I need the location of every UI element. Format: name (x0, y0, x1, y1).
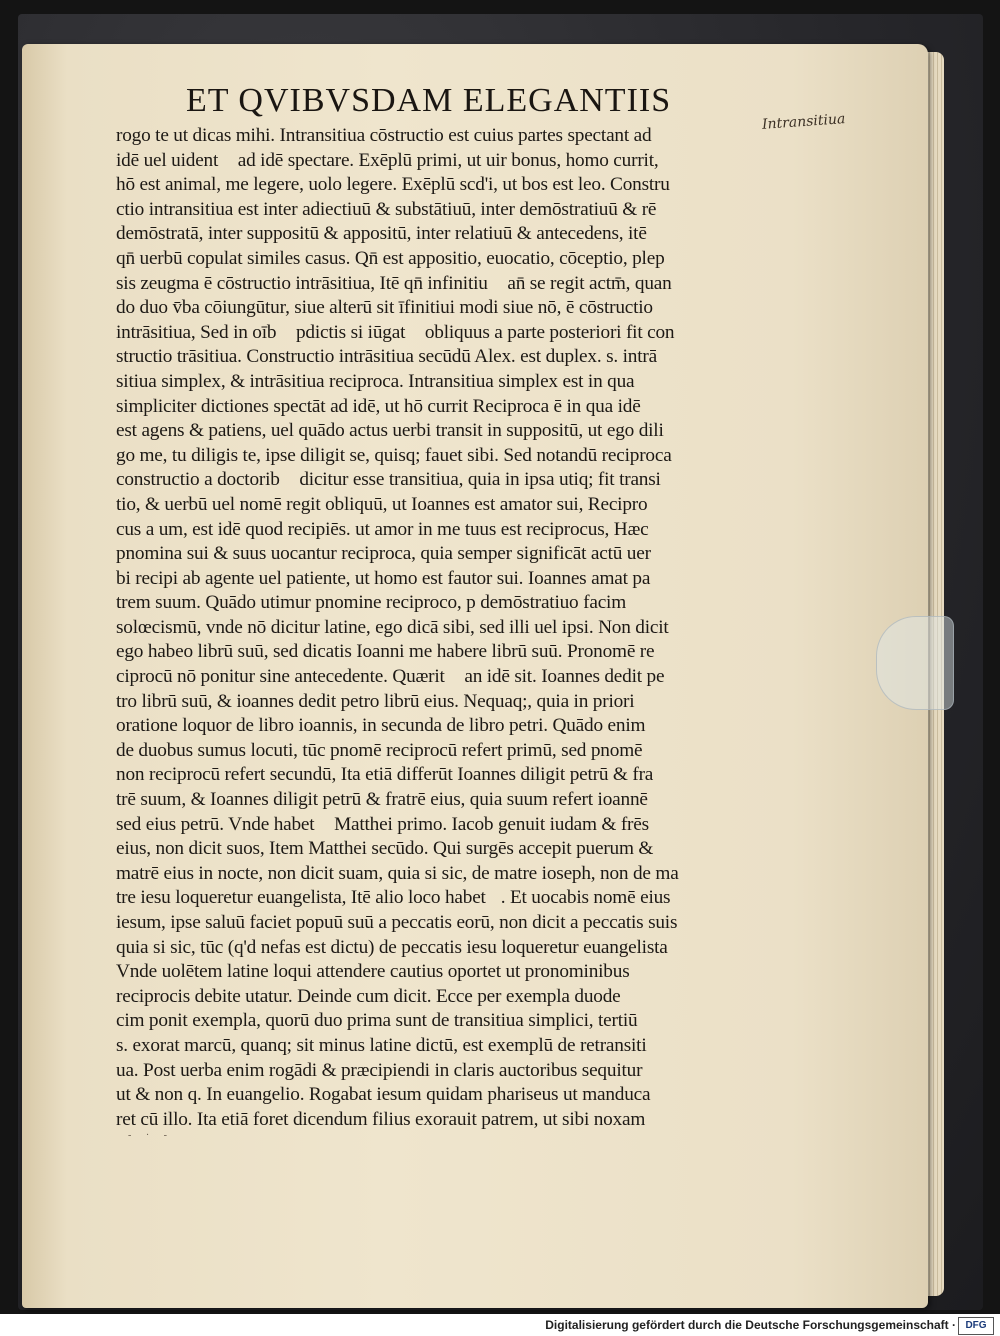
text-line: sitiua simplex, & intrāsitiua reciproca. Intransitiua simplex est in qua (116, 370, 635, 392)
text-line: de duobus sumus locuti, tūc pnomē reciprocū refert primū, sed pnomē (116, 739, 643, 761)
text-line: hō est animal, me legere, uolo legere. Exēplū scd'i, ut bos est leo. Constru (116, 174, 670, 196)
text-line: reciprocis debite utatur. Deinde cum dicit. Ecce per exempla duode (116, 985, 621, 1007)
text-line: ua. Post uerba enim rogādi & præcipiendi in claris auctoribus sequitur (116, 1059, 643, 1081)
text-line: ego habeo librū suū, sed dicatis Ioanni me habere librū suū. Pronomē re (116, 641, 655, 663)
text-line: do duo v̄ba cōiungūtur, siue alterū sit īfinitiui modi siue nō, ē cōstructio (116, 297, 653, 319)
text-line: est agens & patiens, uel quādo actus uerbi transit in suppositū, ut ego dili (116, 420, 664, 442)
text-line: tre iesu loqueretur euangelista, Itē alio loco habetᷣ. Et uocabis nomē eius (116, 887, 671, 909)
text-line: s. exorat marcū, quanq; sit minus latine dictū, est exemplū de retransiti (116, 1034, 647, 1056)
text-line: non reciprocū refert secundū, Ita etiā differūt Ioannes diligit petrū & fra (116, 764, 654, 786)
marginal-note: Intransitiua (761, 111, 846, 133)
text-line: eius, non dicit suos, Item Matthei secūdo. Qui surgēs accepit puerum & (116, 838, 654, 860)
text-line: cim ponit exempla, quorū duo prima sunt de transitiua simplici, tertiū (116, 1010, 638, 1032)
text-line: ctio intransitiua est inter adiectiuū & substātiuū, inter demōstratiuū & rē (116, 198, 657, 220)
text-line: intrāsitiua, Sed in oībᷓ pdictis si iūgatᷣ obliquus a parte posteriori fit con (116, 321, 675, 343)
text-line: rogo te ut dicas mihi. Intransitiua cōstructio est cuius partes spectant ad (116, 125, 652, 146)
text-line: Vnde uolētem latine loqui attendere cautius oportet ut pronominibus (116, 961, 630, 983)
text-line: bi recipi ab agente uel patiente, ut homo est fautor sui. Ioannes amat pa (116, 567, 651, 589)
text-line: trem suum. Quādo utimur pnomine reciproco, p demōstratiuo facimᷓ (116, 592, 642, 614)
running-header: ET QVIBVSDAM ELEGANTIIS (186, 82, 672, 119)
text-line: matrē eius in nocte, non dicit suam, quia si sic, de matre ioseph, non de ma (116, 862, 679, 884)
text-line: iesum, ipse saluū faciet popuū suū a peccatis eorū, non dicit a peccatis suis (116, 912, 678, 933)
page-marks: - · - (128, 1130, 173, 1141)
text-line: go me, tu diligis te, ipse diligit se, quisq; fauet sibi. Sed notandū reciproca (116, 444, 672, 466)
text-line: pnomina sui & suus uocantur reciproca, quia semper significāt actū uer (116, 543, 651, 565)
text-line: tio, & uerbū uel nomē regit obliquū, ut Ioannes est amator sui, Recipro (116, 493, 648, 515)
body-text (116, 124, 776, 1132)
footer-bar (0, 1314, 1000, 1336)
text-line: ret cū illo. Ita etiā foret dicendum filius exorauit patrem, ut sibi noxam (116, 1108, 646, 1130)
text-line: ciprocū nō ponitur sine antecedente. Quæritᷣ an idē sit. Ioannes dedit pe (116, 666, 665, 688)
text-line: simpliciter dictiones spectāt ad idē, ut hō currit Reciproca ē in qua idē (116, 395, 641, 417)
text-line: cus a um, est idē quod recipiēs. ut amor in me tuus est reciprocus, Hæc (116, 518, 649, 540)
text-line: oratione loquor de libro ioannis, in secunda de libro petri. Quādo enim (116, 715, 646, 737)
text-line: sis zeugma ē cōstructio intrāsitiua, Itē qn̄ infinitiuᷓ an̄ se regit actm̄, quan (116, 272, 672, 294)
footer-credit: Digitalisierung gefördert durch die Deutsche Forschungsgemeinschaft · (545, 1318, 956, 1332)
text-line: constructio a doctoribᷓ dicitur esse transitiua, quia in ipsa utiq; fit transi (116, 469, 661, 491)
dfg-logo[interactable]: DFG (958, 1317, 994, 1335)
text-line: tro librū suū, & ioannes dedit petro librū eius. Nequaq;, quia in priori (116, 690, 635, 712)
plastic-clip (876, 616, 954, 710)
text-line: demōstratā, inter suppositū & appositū, inter relatiuū & antecedens, itē (116, 223, 647, 245)
text-line: qn̄ uerbū copulat similes casus. Qn̄ est appositio, euocatio, cōceptio, plep (116, 247, 665, 269)
text-line: solœcismū, vnde nō dicitur latine, ego dicā sibi, sed illi uel ipsi. Non dicitᷣ (116, 616, 684, 638)
text-line: idē uel uidentᷣ ad idē spectare. Exēplū primi, ut uir bonus, homo currit, (116, 149, 659, 171)
text-line: ut & non q. In euangelio. Rogabat iesum quidam phariseus ut manduca (116, 1084, 651, 1106)
text-line: structio trāsitiua. Constructio intrāsitiua secūdū Alex. est duplex. s. intrā (116, 346, 657, 368)
text-line: trē suum, & Ioannes diligit petrū & fratrē eius, quia suum refert ioannē (116, 789, 648, 811)
text-line: quia si sic, tūc (q'd nefas est dictu) de peccatis iesu loqueretur euangelista (116, 936, 668, 958)
text-line: sed eius petrū. Vnde habetᷣ Matthei primo. Iacob genuit iudam & frēs (116, 813, 649, 835)
